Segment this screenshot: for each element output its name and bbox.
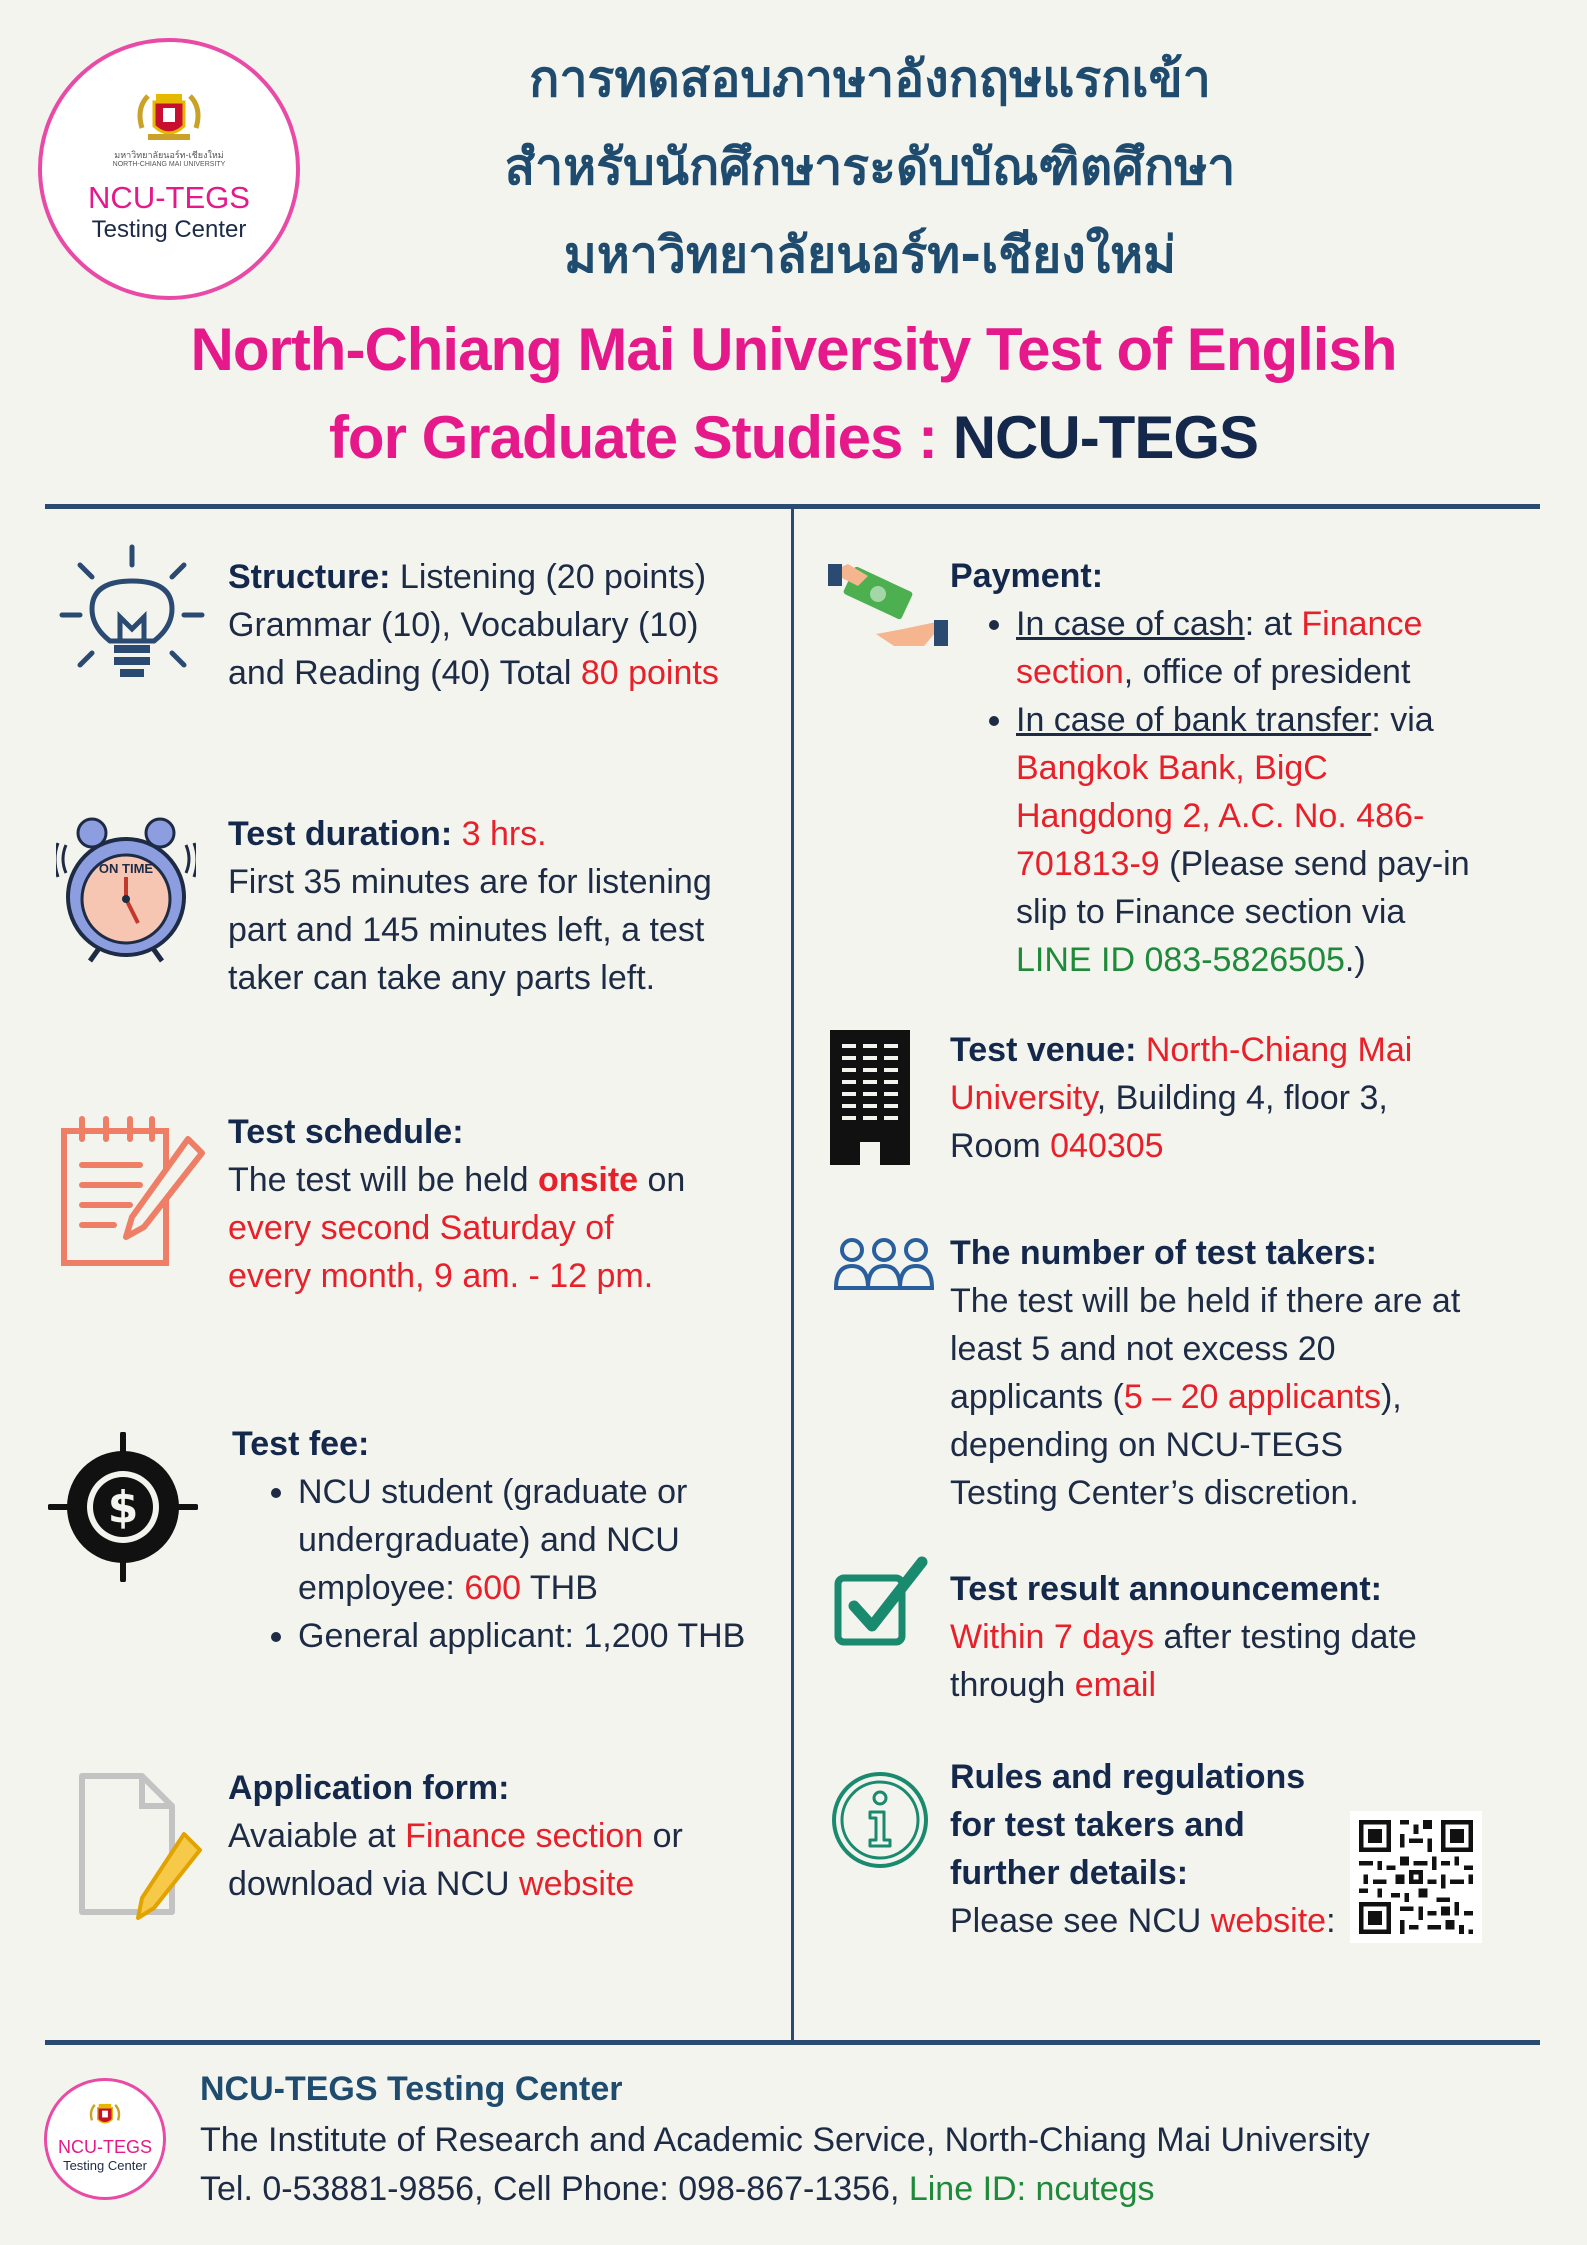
- payment-bank-via: : via: [1371, 701, 1434, 739]
- svg-text:$: $: [107, 1482, 139, 1533]
- structure-section: [228, 553, 788, 697]
- application-finance-link[interactable]: Finance section: [405, 1817, 644, 1855]
- result-text-2: through: [950, 1666, 1075, 1704]
- fee-student-line-2: undergraduate) and NCU: [298, 1521, 680, 1559]
- footer-title: NCU-TEGS Testing Center: [200, 2070, 623, 2108]
- payment-bank-line-4: (Please send pay-in: [1159, 845, 1470, 883]
- takers-range: 5 – 20 applicants: [1123, 1378, 1381, 1416]
- schedule-section: [228, 1108, 788, 1300]
- thai-title-line-2: สำหรับนักศึกษาระดับบัณฑิตศึกษา: [504, 138, 1236, 196]
- lightbulb-icon: [58, 543, 206, 683]
- duration-text-2: part and 145 minutes left, a test: [228, 911, 705, 949]
- takers-text-2: least 5 and not excess 20: [950, 1330, 1336, 1368]
- logo-sub: Testing Center: [91, 216, 247, 243]
- payment-cash-office: , office of president: [1123, 653, 1411, 691]
- payment-bank-line-5: slip to Finance section via: [1016, 893, 1406, 931]
- duration-text-1: First 35 minutes are for listening: [228, 863, 712, 901]
- structure-total: 80 points: [580, 654, 719, 692]
- english-title-line-2: [40, 393, 1547, 483]
- schedule-label: Test schedule:: [228, 1113, 464, 1151]
- fee-item-general: • General applicant: 1,200 THB: [298, 1612, 792, 1660]
- result-email: email: [1074, 1666, 1157, 1704]
- notepad-pencil-icon: [60, 1115, 206, 1270]
- result-section: [950, 1565, 1540, 1709]
- fee-student-line-1: NCU student (graduate or: [298, 1473, 688, 1511]
- payment-cash-finance: Finance: [1301, 605, 1423, 643]
- logo-caption-en: NORTH-CHIANG MAI UNIVERSITY: [112, 161, 226, 168]
- fee-student-amount: 600: [464, 1569, 522, 1607]
- application-text-1: Avaiable at: [228, 1817, 406, 1855]
- alarm-clock-icon: [56, 815, 196, 965]
- takers-label: The number of test takers:: [950, 1234, 1377, 1272]
- rules-line-1: Rules and regulations: [950, 1758, 1306, 1796]
- clock-text: ON TIME: [98, 861, 154, 876]
- result-text-1: after testing date: [1154, 1618, 1417, 1656]
- duration-value: 3 hrs.: [461, 815, 547, 853]
- duration-text-3: taker can take any parts left.: [228, 959, 656, 997]
- thai-title-line-3: มหาวิทยาลัยนอร์ท-เชียงใหม่: [563, 226, 1177, 284]
- rules-text: Please see NCU: [950, 1902, 1211, 1940]
- footer-contact: [200, 2170, 1155, 2209]
- logo-caption-thai: มหาวิทยาลัยนอร์ท-เชียงใหม่: [114, 150, 224, 160]
- application-section: [228, 1764, 788, 1908]
- fee-label: Test fee:: [232, 1425, 370, 1463]
- venue-room: 040305: [1050, 1127, 1164, 1165]
- fee-item-student: [298, 1468, 792, 1612]
- dollar-target-icon: [48, 1432, 198, 1582]
- venue-name-1: North-Chiang Mai: [1145, 1031, 1413, 1069]
- document-pencil-icon: [76, 1772, 206, 1922]
- footer-logo: [44, 2078, 166, 2200]
- building-icon: [830, 1030, 910, 1165]
- venue-label: Test venue:: [950, 1031, 1146, 1069]
- takers-section: [950, 1229, 1540, 1517]
- university-crest-icon: [134, 88, 204, 150]
- duration-section: [228, 810, 788, 1002]
- application-text-2: download via NCU: [228, 1865, 520, 1903]
- takers-text-3: applicants (: [950, 1378, 1124, 1416]
- structure-text-3: and Reading (40) Total: [228, 654, 581, 692]
- application-website-link[interactable]: website: [519, 1865, 635, 1903]
- application-label: Application form:: [228, 1769, 510, 1807]
- payment-label: Payment:: [950, 557, 1104, 595]
- english-title-part-a: for Graduate Studies :: [328, 404, 953, 471]
- venue-section: [950, 1026, 1540, 1170]
- fee-student-line-3: employee:: [298, 1569, 465, 1607]
- venue-building: , Building 4, floor 3,: [1096, 1079, 1388, 1117]
- payment-cash-section: section: [1016, 653, 1124, 691]
- result-label: Test result announcement:: [950, 1570, 1382, 1608]
- ncu-tegs-logo: [38, 38, 300, 300]
- venue-room-label: Room: [950, 1127, 1051, 1165]
- takers-text-1: The test will be held if there are at: [950, 1282, 1461, 1320]
- payment-bank-account-end: 701813-9: [1016, 845, 1160, 883]
- english-title-line-1: North-Chiang Mai University Test of English: [190, 316, 1397, 383]
- application-text-1-end: or: [643, 1817, 683, 1855]
- result-days: Within 7 days: [950, 1618, 1155, 1656]
- footer-logo-name: NCU-TEGS: [58, 2137, 152, 2157]
- payment-line-id: LINE ID 083-5826505: [1016, 941, 1345, 979]
- info-icon: [828, 1768, 932, 1872]
- footer-line-id: Line ID: ncutegs: [908, 2170, 1155, 2208]
- payment-section: [950, 552, 1540, 984]
- rules-text-end: :: [1326, 1902, 1336, 1940]
- payment-cash-text: : at: [1244, 605, 1302, 643]
- footer-crest-icon: [88, 2101, 122, 2131]
- payment-line-end: .): [1344, 941, 1366, 979]
- takers-text-3-end: ),: [1380, 1378, 1402, 1416]
- payment-cash-label: In case of cash: [1016, 605, 1245, 643]
- footer-phone: Tel. 0-53881-9856, Cell Phone: 098-867-1356,: [200, 2170, 909, 2208]
- fee-section: [232, 1420, 792, 1660]
- payment-bank-line-3: Hangdong 2, A.C. No. 486-: [1016, 797, 1425, 835]
- logo-name: NCU-TEGS: [88, 180, 250, 215]
- footer-divider: [45, 2040, 1540, 2045]
- payment-hand-icon: [828, 560, 948, 660]
- payment-bank-label: In case of bank transfer: [1016, 701, 1372, 739]
- footer-address: The Institute of Research and Academic Service, North-Chiang Mai University: [200, 2121, 1370, 2159]
- structure-label: Structure:: [228, 558, 391, 596]
- rules-line-3: further details:: [950, 1854, 1189, 1892]
- fee-student-currency: THB: [521, 1569, 598, 1607]
- payment-cash-item: [1016, 600, 1540, 696]
- takers-text-5: Testing Center’s discretion.: [950, 1474, 1359, 1512]
- qr-code[interactable]: [1350, 1811, 1482, 1943]
- rules-website-link[interactable]: website: [1210, 1902, 1327, 1940]
- people-group-icon: [834, 1236, 934, 1292]
- footer-logo-sub: Testing Center: [63, 2158, 147, 2173]
- column-divider: [791, 508, 794, 2042]
- rules-section: [950, 1753, 1350, 1945]
- schedule-text-1-end: on: [638, 1161, 686, 1199]
- structure-text-1: Listening (20 points): [390, 558, 707, 596]
- checkbox-check-icon: [832, 1556, 928, 1652]
- schedule-text-3: every month, 9 am. - 12 pm.: [228, 1257, 654, 1295]
- english-title-acronym: NCU-TEGS: [952, 404, 1259, 471]
- takers-text-4: depending on NCU-TEGS: [950, 1426, 1344, 1464]
- schedule-onsite: onsite: [537, 1161, 639, 1199]
- schedule-text-1: The test will be held: [228, 1161, 538, 1199]
- duration-label: Test duration:: [228, 815, 462, 853]
- rules-line-2: for test takers and: [950, 1806, 1245, 1844]
- payment-bank-line-2: Bangkok Bank, BigC: [1016, 749, 1328, 787]
- schedule-text-2: every second Saturday of: [228, 1209, 614, 1247]
- thai-title-line-1: การทดสอบภาษาอังกฤษแรกเข้า: [529, 50, 1211, 108]
- structure-text-2: Grammar (10), Vocabulary (10): [228, 606, 699, 644]
- venue-name-2: University: [950, 1079, 1097, 1117]
- payment-bank-item: [1016, 696, 1540, 984]
